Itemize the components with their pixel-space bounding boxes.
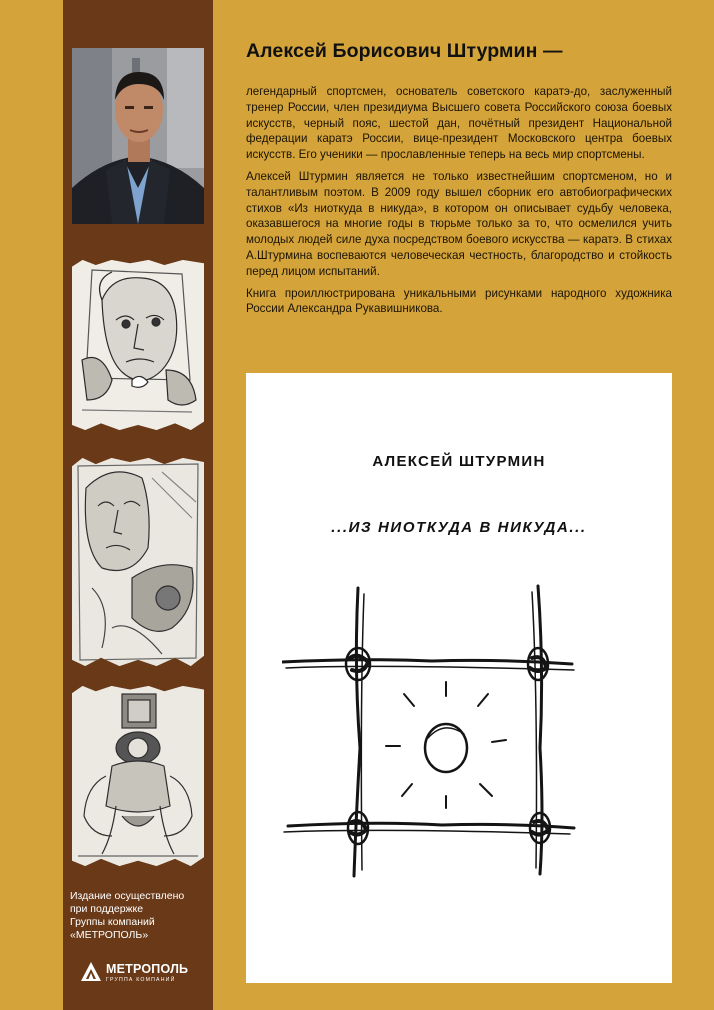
cover-author: АЛЕКСЕЙ ШТУРМИН (372, 453, 546, 470)
book-cover (246, 373, 672, 983)
caption-line: Группы компаний (70, 916, 155, 928)
caption-line: Издание осуществлено (70, 890, 185, 902)
publisher-caption (70, 890, 210, 942)
author-bio (246, 84, 672, 323)
illustration-portrait-sketch (72, 260, 204, 430)
metropol-logo (80, 960, 208, 986)
cover-title: ...ИЗ НИОТКУДА В НИКУДА... (331, 519, 587, 536)
caption-line: при поддержке (70, 903, 144, 915)
bio-paragraph: Книга проиллюстрирована уникальными рисунками народного художника России Александра Рукавишникова. (246, 286, 672, 316)
bio-paragraph: Алексей Штурмин является не только известнейшим спортсменом, но и талантливым поэтом. В 2009 году вышел сборник его автобиографических стихов «Из ниоткуда в никуда», в котором он описывает судьбу человека, оказавшегося на многие годы в тюрьме только за то, что осмелился учить молодых людей силе духа посредством боевого искусства — каратэ. В стихах А.Штурмина воспеваются человеческая честность, благородство и стойкость перед лицом испытаний. (246, 169, 672, 278)
illustration-woman-sketch (72, 458, 204, 666)
illustration-fighter-sketch (72, 686, 204, 866)
metropol-logo-icon (80, 961, 102, 983)
logo-subtitle: ГРУППА КОМПАНИЙ (106, 977, 176, 983)
author-photo (72, 48, 204, 224)
author-heading: Алексей Борисович Штурмин — (246, 40, 563, 62)
caption-line: «МЕТРОПОЛЬ» (70, 929, 149, 941)
cover-sun-frame-drawing (282, 578, 582, 878)
bio-paragraph: легендарный спортсмен, основатель советского каратэ-до, заслуженный тренер России, член президиума Высшего совета Российского союза боевых искусств, черный пояс, шестой дан, почётный президент Национальной федерации каратэ России, вице-президент Московского центра боевых искусств. Его ученики — прославленные теперь на весь мир спортсмены. (246, 85, 672, 162)
logo-name: МЕТРОПОЛЬ (106, 962, 189, 976)
